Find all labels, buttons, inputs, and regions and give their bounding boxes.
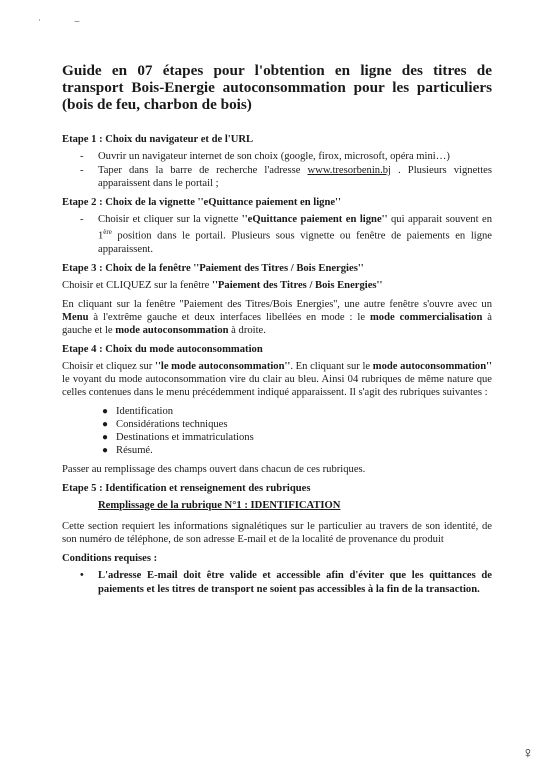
handwritten-mark: ♀ [522, 745, 534, 762]
scan-mark-right: ⌣ [74, 16, 80, 26]
list-item: • L'adresse E-mail doit être valide et accessible afin d'éviter que les quittances de paiements et les titres de transport ne soient pas accessibles à la fin de la transaction. [80, 569, 492, 595]
scan-mark-left: ʿ [38, 18, 41, 28]
rubrique-list [62, 405, 492, 457]
document-title: Guide en 07 étapes pour l'obtention en ligne des titres de transport Bois-Energie autoconsommation pour les particuliers (bois de feu, charbon de bois) [62, 62, 492, 113]
step-4-note: Passer au remplissage des champs ouvert dans chacun de ces rubriques. [62, 463, 366, 475]
step-3-paragraph-2: En cliquant sur la fenêtre ''Paiement des Titres/Bois Energies'', une autre fenêtre s'ouvre avec un Menu à l'extrême gauche et deux interfaces libellées en mode : le mode commercialisation à gauche et le mode autoconsommation à droite. [62, 298, 492, 336]
list-item: - Taper dans la barre de recherche l'adresse www.tresorbenin.bj . Plusieurs vignettes apparaissent dans le portail ; [80, 165, 492, 189]
list-item: - Choisir et cliquer sur la vignette ''eQuittance paiement en ligne'' qui apparait souvent en 1ère position dans le portail. Plusieurs sous vignette ou fenêtre de paiements en ligne apparaissent. [80, 214, 492, 255]
list-item: ● Destinations et immatriculations [102, 431, 254, 443]
step-4-paragraph: Choisir et cliquez sur ''le mode autoconsommation''. En cliquant sur le mode autoconsommation'' le voyant du mode autoconsommation vire du clair au bleu. Ainsi 04 rubriques de même nature que celles contenues dans le menu précédemment indiqué apparaissent. Il s'agit des rubriques suivantes : [62, 360, 492, 398]
list-item: ● Identification [102, 405, 174, 417]
step-5-heading: Etape 5 : Identification et renseignement des rubriques [62, 482, 311, 494]
document-page [62, 62, 492, 603]
step-5-paragraph: Cette section requiert les informations signalétiques sur le particulier au travers de son identité, de son numéro de téléphone, de son adresse E-mail et de la localité de provenance du produit [62, 520, 492, 545]
step-4-heading: Etape 4 : Choix du mode autoconsommation [62, 343, 263, 355]
list-item: ● Résumé. [102, 444, 153, 456]
conditions-list [62, 569, 492, 597]
step-3-heading: Etape 3 : Choix de la fenêtre ''Paiement des Titres / Bois Energies'' [62, 262, 364, 274]
step-2-heading: Etape 2 : Choix de la vignette ''eQuittance paiement en ligne'' [62, 197, 341, 208]
url-link[interactable]: www.tresorbenin.bj [307, 165, 391, 176]
list-item: - Ouvrir un navigateur internet de son choix (google, firox, microsoft, opéra mini…) [80, 151, 450, 162]
conditions-heading: Conditions requises : [62, 552, 158, 564]
rubrique-1-title: Remplissage de la rubrique N°1 : IDENTIFICATION [98, 499, 341, 511]
step-2-list [62, 213, 492, 256]
list-item: ● Considérations techniques [102, 418, 228, 430]
step-3-paragraph-1: Choisir et CLIQUEZ sur la fenêtre ''Paiement des Titres / Bois Energies'' [62, 279, 383, 291]
step-1-list [62, 150, 492, 190]
step-1-heading: Etape 1 : Choix du navigateur et de l'URL [62, 134, 254, 145]
